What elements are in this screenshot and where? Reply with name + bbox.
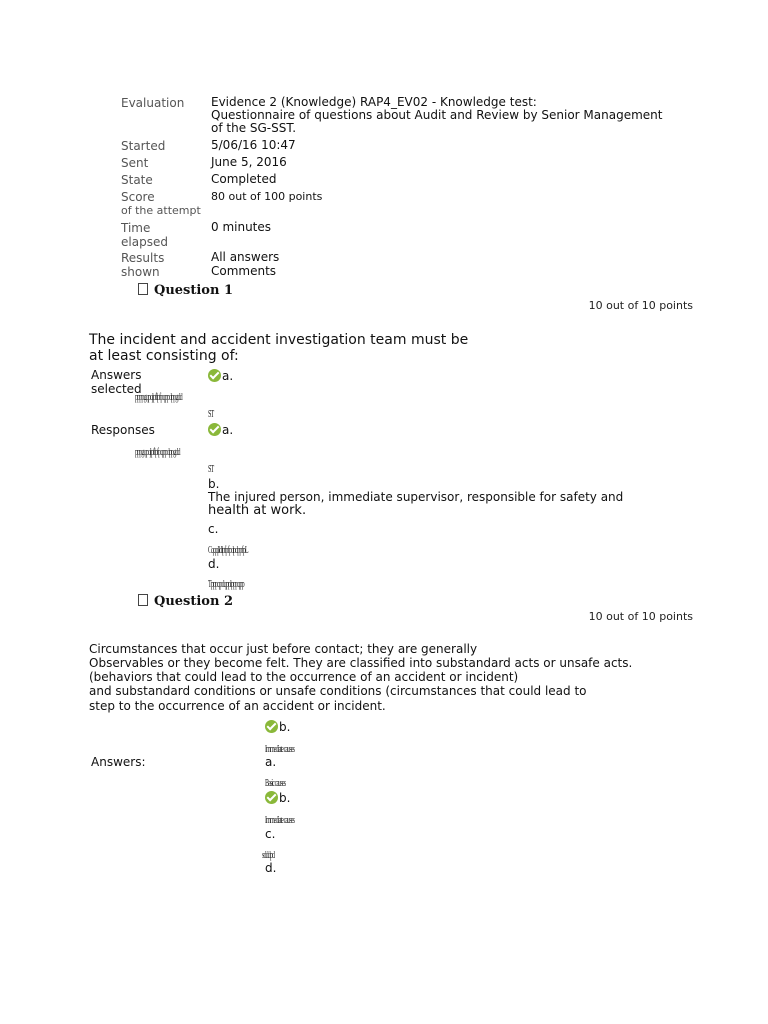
correct-check-icon xyxy=(265,720,278,733)
started-label: Started xyxy=(121,139,166,153)
q2-option-b-letter: b. xyxy=(279,791,291,805)
evaluation-value-line-3: of the SG-SST. xyxy=(211,121,297,135)
question-2-text-line-3: (behaviors that could lead to the occurrence of an accident or incident) xyxy=(89,670,519,684)
question-1-points: 10 out of 10 points xyxy=(588,299,693,312)
q2-option-b xyxy=(265,791,290,805)
correct-check-icon xyxy=(208,423,221,436)
question-1-text-line-2: at least consisting of: xyxy=(89,348,239,364)
q2-option-d-letter: d. xyxy=(265,861,277,875)
started-value: 5/06/16 10:47 xyxy=(211,138,296,152)
response-a-garbled-line-2: ST xyxy=(208,463,214,475)
q2-option-b-garbled: Immediate causes xyxy=(265,814,295,826)
question-1-text-line-1: The incident and accident investigation team must be xyxy=(89,332,469,348)
question-2-header xyxy=(138,594,233,610)
response-d-garbled: Tpppqpdqpplpppqpp xyxy=(208,578,244,590)
question-2-text-line-4: and substandard conditions or unsafe conditions (circumstances that could lead to xyxy=(89,684,587,698)
results-label-line-2: shown xyxy=(121,265,160,279)
state-label: State xyxy=(121,173,153,187)
sent-label: Sent xyxy=(121,156,149,170)
question-1-header xyxy=(138,283,233,299)
correct-check-icon xyxy=(265,791,278,804)
answers-selected-label-line-1: Answers xyxy=(91,368,142,382)
question-2-text-line-2: Observables or they become felt. They are classified into substandard acts or unsafe acts. xyxy=(89,656,633,670)
response-a-letter: a. xyxy=(222,423,234,437)
question-2-title: Question 2 xyxy=(154,594,234,609)
sent-value: June 5, 2016 xyxy=(211,155,287,169)
score-sublabel: of the attempt xyxy=(121,204,201,217)
response-c-garbled: CqqqlldlpfpfpdpdppfpL xyxy=(208,544,248,556)
evaluation-value-line-2: Questionnaire of questions about Audit and Review by Senior Management xyxy=(211,108,663,122)
time-value: 0 minutes xyxy=(211,220,272,234)
answers-selected-label-line-2: selected xyxy=(91,382,142,396)
question-2-points: 10 out of 10 points xyxy=(588,610,693,623)
responses-label: Responses xyxy=(91,423,155,437)
response-b-letter: b. xyxy=(208,477,220,491)
q2-option-selected-b-garbled: Immediate causes xyxy=(265,743,295,755)
response-b-text-line-2: health at work. xyxy=(208,503,307,518)
answers-label: Answers: xyxy=(91,755,146,769)
response-d-letter: d. xyxy=(208,557,220,571)
results-value-line-2: Comments xyxy=(211,264,277,278)
selected-answer-garbled-line-1: ppppgqpqlpflpfpqppdppgdd xyxy=(135,391,182,403)
q2-option-a-letter: a. xyxy=(265,755,277,769)
time-label-line-2: elapsed xyxy=(121,235,168,249)
evaluation-value-line-1: Evidence 2 (Knowledge) RAP4_EV02 - Knowledge test: xyxy=(211,95,537,109)
score-label: Score xyxy=(121,190,155,204)
response-b-text-line-1: The injured person, immediate supervisor, responsible for safety and xyxy=(208,490,624,504)
response-c-letter: c. xyxy=(208,522,219,536)
q2-option-selected-b xyxy=(265,720,290,734)
question-2-text-line-1: Circumstances that occur just before contact; they are generally xyxy=(89,642,478,656)
results-label-line-1: Results xyxy=(121,251,165,265)
time-label-line-1: Time xyxy=(121,221,151,235)
question-2-text-line-5: step to the occurrence of an accident or incident. xyxy=(89,699,386,713)
correct-check-icon xyxy=(208,369,221,382)
selected-answer-garbled-line-2: ST xyxy=(208,408,214,420)
response-a-garbled-line-1: pppgqpqlpflpfpqppdppgdd xyxy=(135,446,180,458)
question-box-icon xyxy=(138,594,148,606)
q2-option-c-garbled: sdddpd xyxy=(262,849,275,861)
results-value-line-1: All answers xyxy=(211,250,280,264)
state-value: Completed xyxy=(211,172,277,186)
question-1-title: Question 1 xyxy=(154,283,234,298)
selected-answer xyxy=(208,369,233,383)
q2-option-selected-b-letter: b. xyxy=(279,720,291,734)
q2-option-c-letter: c. xyxy=(265,827,276,841)
selected-answer-letter: a. xyxy=(222,369,234,383)
response-a xyxy=(208,423,233,437)
evaluation-label: Evaluation xyxy=(121,96,185,110)
q2-option-a-garbled: Basic causes xyxy=(265,777,286,789)
score-value: 80 out of 100 points xyxy=(211,190,323,203)
question-box-icon xyxy=(138,283,148,295)
